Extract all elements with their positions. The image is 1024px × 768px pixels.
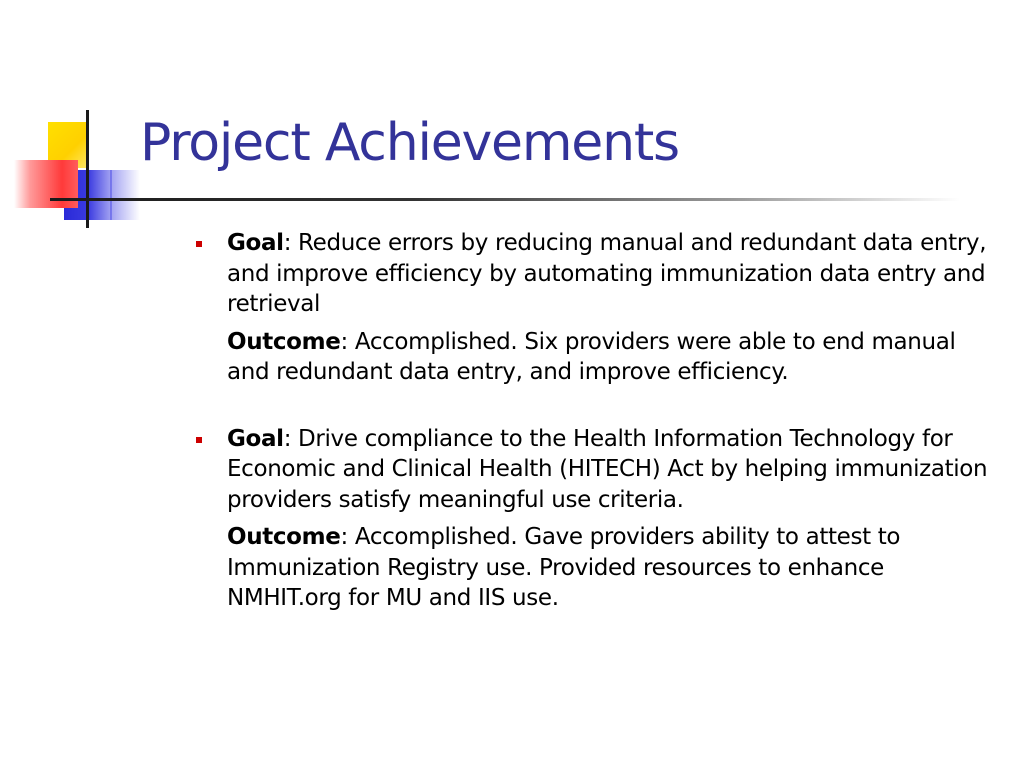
outcome-label: Outcome [227,524,341,550]
outcome-text: : Accomplished. Gave providers ability to attest to Immunization Registry use. Provided resources to enhance NMHIT.org for MU and IIS use. [227,524,901,611]
bullet-square-icon [196,241,202,247]
outcome-text: : Accomplished. Six providers were able to end manual and redundant data entry, and improve efficiency. [227,328,956,385]
blue-square-fade-decoration [110,170,140,220]
outcome-paragraph [227,522,995,614]
title-underline-rule [50,198,960,201]
goal-label: Goal [227,230,284,256]
list-item [190,424,995,614]
goal-paragraph [227,228,995,320]
outcome-paragraph [227,327,995,388]
decorative-logo [0,100,150,240]
list-item [190,228,995,388]
goal-text: : Drive compliance to the Health Information Technology for Economic and Clinical Health (HITECH) Act by helping immunization providers satisfy meaningful use criteria. [227,425,988,513]
vertical-rule-decoration [86,110,89,228]
goal-paragraph [227,424,995,516]
outcome-label: Outcome [227,328,341,355]
bullet-square-icon [196,437,202,443]
goal-text: : Reduce errors by reducing manual and redundant data entry, and improve efficiency by automating immunization data entry and retrieval [227,230,987,317]
slide-title: Project Achievements [140,113,679,173]
goal-label: Goal [227,425,284,452]
bullet-list [190,228,995,650]
